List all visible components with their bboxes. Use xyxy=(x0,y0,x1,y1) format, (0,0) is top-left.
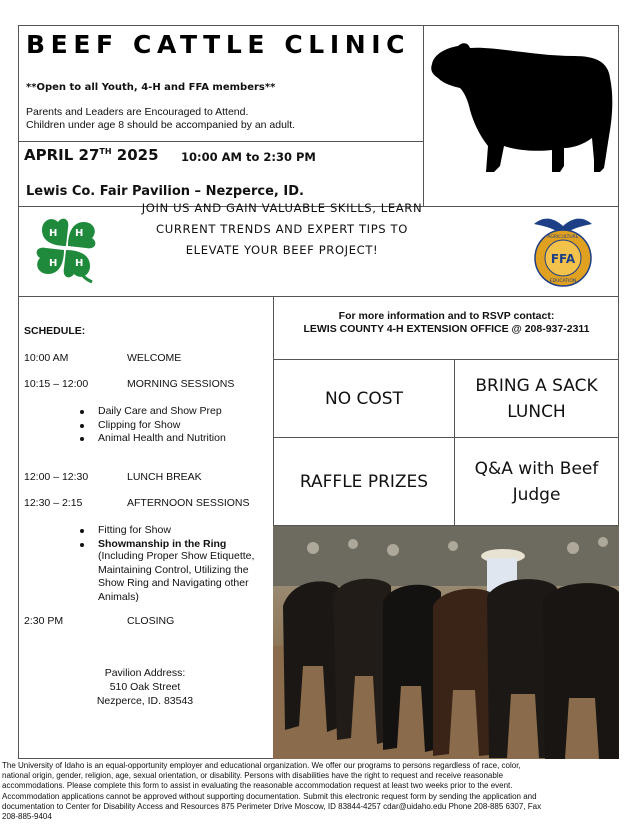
qa-box xyxy=(454,437,619,526)
clover-h-3: H xyxy=(75,258,84,269)
date-year: 2025 xyxy=(111,146,159,164)
showmanship-detail xyxy=(98,550,254,604)
footer-line: documentation to Center for Disability Access and Resources 875 Perimeter Drive Moscow, ID 83844-4257 cdar@uidaho.edu Phone 208-885 6307, Fax xyxy=(2,801,542,811)
no-cost-box xyxy=(273,359,455,438)
parents-note xyxy=(26,106,295,132)
raffle-label: RAFFLE PRIZES xyxy=(299,471,429,492)
pavilion-address xyxy=(18,666,272,708)
cow-cell xyxy=(423,25,619,207)
event-venue: Lewis Co. Fair Pavilion – Nezperce, ID. xyxy=(26,184,304,199)
promo-line-3: ELEVATE YOUR BEEF PROJECT! xyxy=(185,243,379,257)
rsvp-line-1: For more information and to RSVP contact: xyxy=(338,310,555,322)
clover-icon xyxy=(30,212,102,284)
sack-lunch-line-1: BRING A SACK xyxy=(475,375,598,396)
sack-lunch-line-2: LUNCH xyxy=(507,401,566,422)
promo-line-1: JOIN US AND GAIN VALUABLE SKILLS, LEARN xyxy=(141,201,423,215)
afternoon-topics xyxy=(80,524,226,551)
cow-silhouette-icon xyxy=(424,26,620,208)
ffa-letters: FFA xyxy=(550,252,576,266)
list-item: Animal Health and Nutrition xyxy=(80,432,226,446)
list-item: Clipping for Show xyxy=(80,419,226,433)
schedule-time: 12:00 – 12:30 xyxy=(24,471,89,483)
promo-line-2: CURRENT TRENDS AND EXPERT TIPS TO xyxy=(156,222,408,236)
list-item: Daily Care and Show Prep xyxy=(80,405,226,419)
detail-line: (Including Proper Show Etiquette, xyxy=(98,550,255,562)
schedule-heading: SCHEDULE: xyxy=(24,325,86,337)
parents-line-1: Parents and Leaders are Encouraged to Attend. xyxy=(26,106,249,118)
accommodation-footer xyxy=(2,761,638,822)
footer-line: 208-885-9404 xyxy=(2,812,52,822)
list-item xyxy=(80,538,226,552)
raffle-box xyxy=(273,437,455,526)
schedule-time: 12:30 – 2:15 xyxy=(24,497,83,509)
list-item-title: Showmanship in the Ring xyxy=(98,537,227,550)
schedule-event: AFTERNOON SESSIONS xyxy=(127,497,250,509)
schedule-time: 10:00 AM xyxy=(24,352,69,364)
no-cost-label: NO COST xyxy=(325,388,403,409)
list-item: Fitting for Show xyxy=(80,524,226,538)
schedule-time: 10:15 – 12:00 xyxy=(24,378,89,390)
cattle-show-photo xyxy=(273,526,619,759)
ffa-logo xyxy=(528,210,598,290)
ffa-emblem-icon xyxy=(528,210,598,290)
schedule-event: MORNING SESSIONS xyxy=(127,378,235,390)
schedule-time: 2:30 PM xyxy=(24,615,64,627)
ffa-ring-top: AGRICULTURE xyxy=(547,235,579,240)
fourh-logo xyxy=(30,212,102,284)
header-cell xyxy=(18,25,424,142)
clover-h-4: H xyxy=(49,258,58,269)
schedule-event: LUNCH BREAK xyxy=(127,471,202,483)
schedule-event: CLOSING xyxy=(127,615,175,627)
qa-line-1: Q&A with Beef xyxy=(474,458,599,479)
sack-lunch-box xyxy=(454,359,619,438)
detail-line: Animals) xyxy=(98,590,139,603)
event-time: 10:00 AM to 2:30 PM xyxy=(181,150,316,164)
address-city: Nezperce, ID. 83543 xyxy=(96,695,194,707)
ffa-ring-bottom: EDUCATION xyxy=(549,279,577,284)
footer-line: accommodations. Please complete this form to assist in evaluating the reasonable accommodation request at least two weeks prior to the event. xyxy=(2,781,513,791)
footer-line: The University of Idaho is an equal-opportunity employer and educational organization. We offer our programs to persons regardless of race, color, xyxy=(2,761,521,770)
open-note: **Open to all Youth, 4-H and FFA members** xyxy=(26,82,276,93)
parents-line-2: Children under age 8 should be accompanied by an adult. xyxy=(26,119,296,131)
qa-line-2: Judge xyxy=(512,484,561,505)
address-street: 510 Oak Street xyxy=(109,681,181,693)
rsvp-line-2: LEWIS COUNTY 4-H EXTENSION OFFICE @ 208-937-2311 xyxy=(303,323,590,335)
schedule-event: WELCOME xyxy=(127,352,182,364)
address-label: Pavilion Address: xyxy=(104,667,186,679)
date-main: APRIL 27 xyxy=(24,146,100,164)
clover-h-2: H xyxy=(75,228,84,239)
footer-line: national origin, gender, religion, age, sexual orientation, or disability. Persons with disabilities have the right to request and receive reasonable xyxy=(2,771,504,781)
rsvp-contact xyxy=(274,310,619,336)
date-suffix: TH xyxy=(99,147,112,156)
clover-h-1: H xyxy=(49,228,58,239)
detail-line: Show Ring and Navigating other xyxy=(98,577,249,589)
detail-line: Maintaining Control, Utilizing the xyxy=(98,563,249,576)
morning-topics xyxy=(80,405,226,446)
page-title: BEEF CATTLE CLINIC xyxy=(26,30,411,59)
promo-text xyxy=(120,198,444,261)
event-date xyxy=(24,146,159,164)
cattle-photo-image xyxy=(273,526,619,759)
footer-line: Accommodation applications cannot be approved without supporting documentation. Submit this electronic request form by sending the application and xyxy=(2,791,537,801)
